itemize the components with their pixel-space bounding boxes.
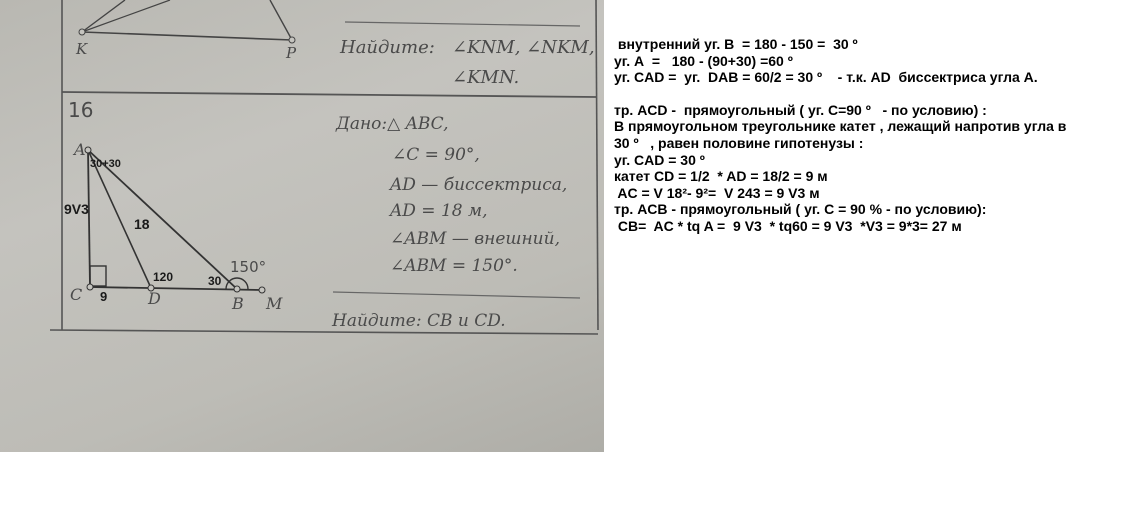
given-line-2: ∠C = 90°, <box>392 145 480 165</box>
solution-line-7: 30 º , равен половине гипотенузы : <box>614 134 864 151</box>
vertex-c-label: C <box>70 285 83 304</box>
side-cd-label: 9 <box>100 289 108 304</box>
given-line-6: ∠ABM = 150°. <box>390 256 518 276</box>
vertex-p-label: P <box>286 44 297 62</box>
solution-line-5: тр. ACD - прямоугольный ( уг. С=90 º - по условию) : <box>614 101 987 118</box>
given-line-1: Дано:△ ABC, <box>336 114 449 134</box>
angle-150-label: 150° <box>230 258 267 276</box>
vertex-a-label: A <box>74 140 86 159</box>
vertex-b-label: B <box>232 294 244 313</box>
textbook-photo <box>0 0 604 452</box>
vertex-d-label: D <box>148 289 161 308</box>
solution-line-11: тр. ACB - прямоугольный ( уг. С = 90 % - по условию): <box>614 201 987 218</box>
solution-line-3: уг. CAD = уг. DAB = 60/2 = 30 º - т.к. AD биссектриса угла А. <box>614 69 1038 86</box>
solution-line-1: внутренний уг. В = 180 - 150 = 30 º <box>614 36 858 52</box>
given-line-4: AD = 18 м, <box>390 201 488 221</box>
angle-b-label: 30 <box>208 274 222 288</box>
vertex-m-label: M <box>266 294 283 313</box>
vertex-k-label: K <box>76 40 88 58</box>
solution-line-8: уг. CAD = 30 º <box>614 151 705 168</box>
solution-line-12: CB= AC * tq A = 9 V3 * tq60 = 9 V3 *V3 = 9*3= 27 м <box>614 217 962 234</box>
solution-line-10: AC = V 18²- 9²= V 243 = 9 V3 м <box>614 184 820 201</box>
find-line: Найдите: CB и CD. <box>332 311 506 331</box>
top-find-line2: ∠KMN. <box>452 67 520 88</box>
top-find-label: Найдите: <box>340 37 435 58</box>
solution-line-9: катет CD = 1/2 * AD = 18/2 = 9 м <box>614 168 828 185</box>
solution-text <box>614 36 1144 235</box>
angle-adb-label: 120 <box>153 270 174 284</box>
side-ac-label: 9V3 <box>64 201 89 217</box>
given-line-3: AD — биссектриса, <box>390 175 568 195</box>
solution-line-2: уг. А = 180 - (90+30) =60 º <box>614 52 793 69</box>
angle-a-split-label: 30+30 <box>90 158 121 170</box>
top-find-line1: ∠KNM, ∠NKM, <box>452 37 595 58</box>
given-line-5: ∠ABM — внешний, <box>390 229 560 249</box>
solution-line-6: В прямоугольном треугольнике катет , лежащий напротив угла в <box>614 118 1067 135</box>
side-ad-label: 18 <box>134 216 150 232</box>
top-triangle <box>79 0 295 43</box>
problem-number: 16 <box>68 98 94 122</box>
solution-blank-line <box>614 86 1144 102</box>
